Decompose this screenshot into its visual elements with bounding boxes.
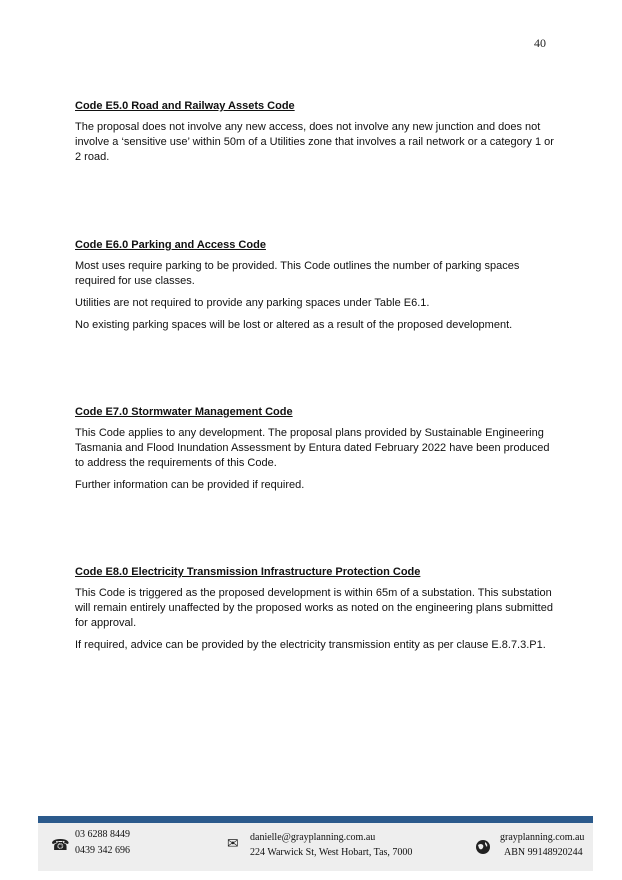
mail-icon: ✉ <box>227 836 239 852</box>
paragraph: This Code applies to any development. The proposal plans provided by Sustainable Engineering Tasmania and Flood Inundation Assessment by Entura dated February 2022 have been produced to address the requirements of this Code. <box>75 427 550 469</box>
footer-address: 224 Warwick St, West Hobart, Tas, 7000 <box>250 847 413 858</box>
section-e7-stormwater <box>75 405 555 500</box>
footer-phone-1: 03 6288 8449 <box>75 829 130 840</box>
section-e6-parking-access <box>75 238 555 340</box>
page-number: 40 <box>534 36 546 50</box>
paragraph: If required, advice can be provided by the electricity transmission entity as per clause E.8.7.3.P1. <box>75 639 546 651</box>
page-footer <box>38 823 593 871</box>
section-e5-road-railway <box>75 99 555 172</box>
section-e8-electricity <box>75 565 555 660</box>
section-heading: Code E7.0 Stormwater Management Code <box>75 406 293 418</box>
section-heading: Code E6.0 Parking and Access Code <box>75 239 266 251</box>
section-heading: Code E8.0 Electricity Transmission Infrastructure Protection Code <box>75 566 421 578</box>
section-heading: Code E5.0 Road and Railway Assets Code <box>75 100 295 112</box>
paragraph: Utilities are not required to provide any parking spaces under Table E6.1. <box>75 297 430 309</box>
paragraph: This Code is triggered as the proposed development is within 65m of a substation. This substation will remain entirely unaffected by the proposed works as noted on the engineering plans submitted for approval. <box>75 587 553 629</box>
paragraph: Most uses require parking to be provided. This Code outlines the number of parking spaces required for use classes. <box>75 260 520 287</box>
footer-accent-bar <box>38 816 593 823</box>
paragraph: Further information can be provided if required. <box>75 479 305 491</box>
paragraph: No existing parking spaces will be lost or altered as a result of the proposed development. <box>75 319 513 331</box>
footer-website: grayplanning.com.au <box>500 832 585 843</box>
phone-icon: ☎ <box>51 836 70 854</box>
globe-icon <box>475 839 491 858</box>
footer-abn: ABN 99148920244 <box>504 847 583 858</box>
paragraph: The proposal does not involve any new access, does not involve any new junction and does not involve a ‘sensitive use’ within 50m of a Utilities zone that involves a rail network or a category 1 or 2 road. <box>75 121 554 163</box>
footer-email: danielle@grayplanning.com.au <box>250 832 376 843</box>
footer-phone-2: 0439 342 696 <box>75 845 130 856</box>
